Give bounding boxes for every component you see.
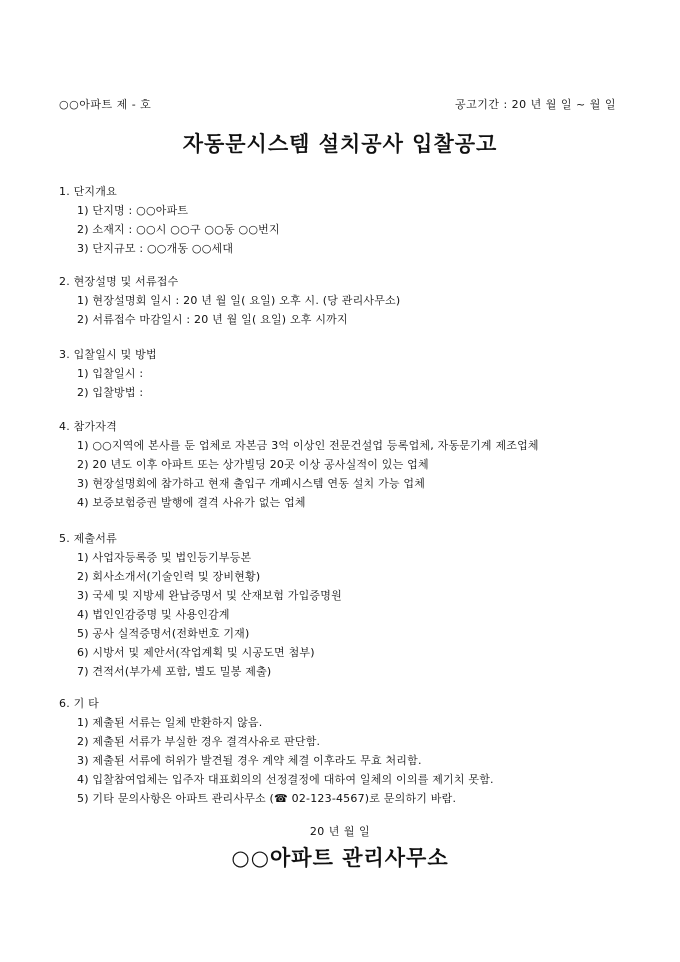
- section-required-documents: [59, 529, 639, 681]
- section-heading: 2. 현장설명 및 서류접수: [59, 275, 179, 288]
- list-item: 1) 현장설명회 일시 : 20 년 월 일( 요일) 오후 시. (당 관리사무소): [77, 294, 401, 307]
- footer-organization: ○○아파트 관리사무소: [231, 846, 449, 870]
- list-item: 4) 입찰참여업체는 입주자 대표회의의 선정결정에 대하여 일체의 이의를 제기치 못함.: [77, 773, 494, 786]
- list-item: 3) 국세 및 지방세 완납증명서 및 산재보험 가입증명원: [77, 589, 342, 602]
- list-item: 5) 공사 실적증명서(전화번호 기재): [77, 627, 250, 640]
- list-item: 7) 견적서(부가세 포함, 별도 밀봉 제출): [77, 665, 272, 678]
- list-item: 2) 소재지 : ○○시 ○○구 ○○동 ○○번지: [77, 223, 280, 236]
- list-item: 2) 서류접수 마감일시 : 20 년 월 일( 요일) 오후 시까지: [77, 313, 348, 326]
- section-heading: 3. 입찰일시 및 방법: [59, 348, 157, 361]
- section-eligibility: [59, 417, 639, 512]
- document-title: 자동문시스템 설치공사 입찰공고: [182, 132, 498, 156]
- list-item: 2) 회사소개서(기술인력 및 장비현황): [77, 570, 261, 583]
- section-site-overview: [59, 182, 639, 258]
- list-item: 1) 사업자등록증 및 법인등기부등본: [77, 551, 252, 564]
- notice-number: ○○아파트 제 - 호: [59, 98, 152, 111]
- list-item: 4) 보증보험증권 발행에 결격 사유가 없는 업체: [77, 496, 306, 509]
- section-other-notes: [59, 694, 639, 808]
- section-briefing-submission: [59, 272, 639, 329]
- section-heading: 6. 기 타: [59, 697, 99, 710]
- section-heading: 5. 제출서류: [59, 532, 117, 545]
- list-item: 3) 현장설명회에 참가하고 현재 출입구 개폐시스템 연동 설치 가능 업체: [77, 477, 426, 490]
- notice-period: 공고기간 : 20 년 월 일 ~ 월 일: [454, 98, 616, 111]
- list-item: 2) 20 년도 이후 아파트 또는 상가빌딩 20곳 이상 공사실적이 있는 업체: [77, 458, 429, 471]
- list-item: 1) 입찰일시 :: [77, 367, 144, 380]
- section-heading: 4. 참가자격: [59, 420, 117, 433]
- list-item: 1) ○○지역에 본사를 둔 업체로 자본금 3억 이상인 전문건설업 등록업체, 자동문기계 제조업체: [77, 439, 539, 452]
- list-item: 3) 단지규모 : ○○개동 ○○세대: [77, 242, 234, 255]
- list-item: 3) 제출된 서류에 허위가 발견될 경우 계약 체결 이후라도 무효 처리함.: [77, 754, 422, 767]
- section-heading: 1. 단지개요: [59, 185, 117, 198]
- list-item: 1) 단지명 : ○○아파트: [77, 204, 189, 217]
- list-item: 2) 제출된 서류가 부실한 경우 결격사유로 판단함.: [77, 735, 321, 748]
- list-item: 2) 입찰방법 :: [77, 386, 144, 399]
- section-bidding-schedule: [59, 345, 639, 402]
- list-item: 4) 법인인감증명 및 사용인감계: [77, 608, 230, 621]
- list-item: 1) 제출된 서류는 일체 반환하지 않음.: [77, 716, 263, 729]
- footer-date: 20 년 월 일: [309, 825, 371, 838]
- list-item: 5) 기타 문의사항은 아파트 관리사무소 (☎ 02-123-4567)로 문의하기 바람.: [77, 792, 457, 805]
- list-item: 6) 시방서 및 제안서(작업계획 및 시공도면 첨부): [77, 646, 315, 659]
